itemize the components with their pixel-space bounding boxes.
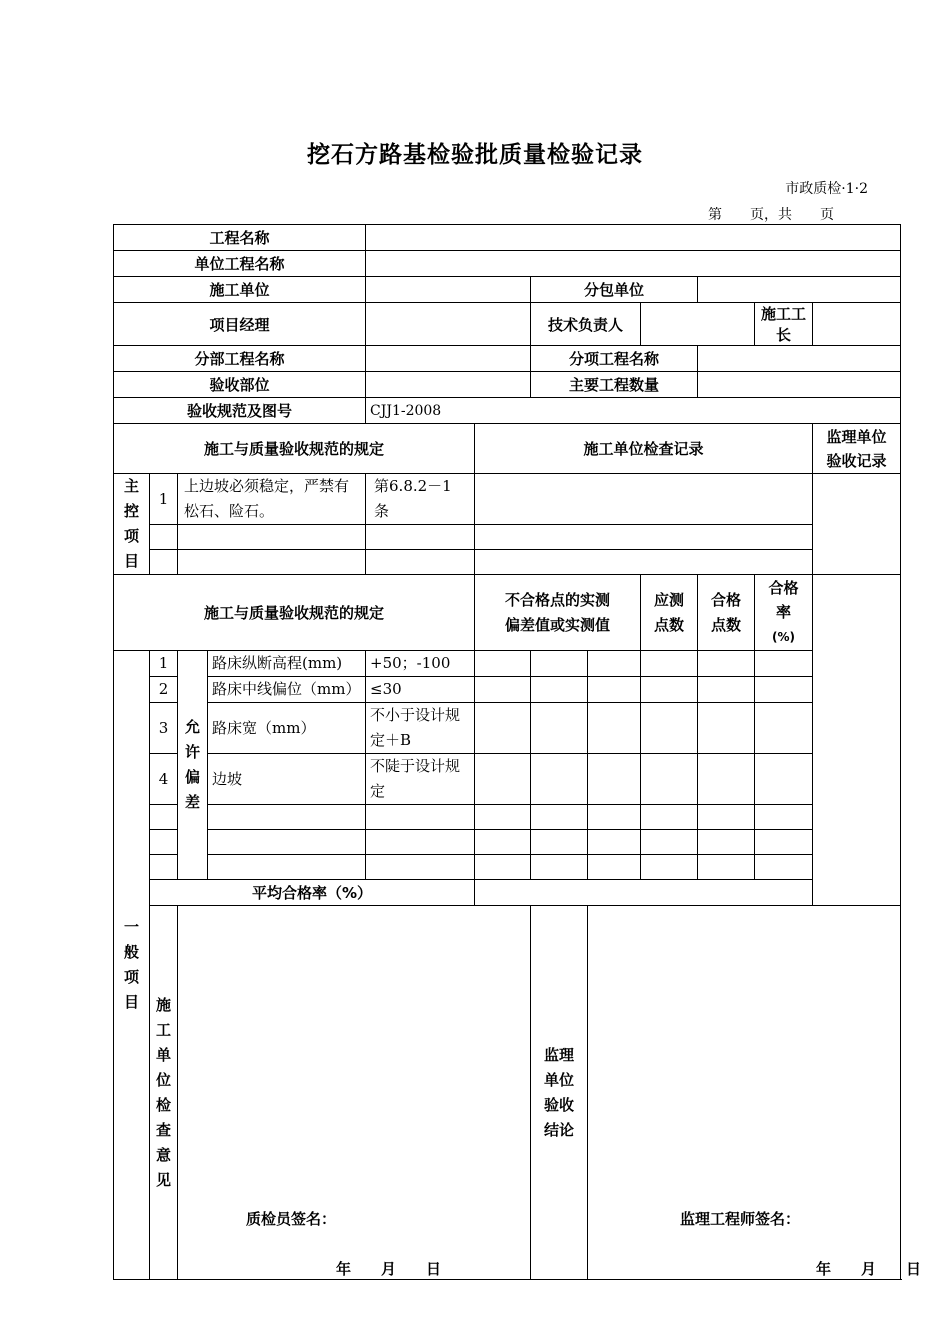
pass-rate-cell[interactable]: [755, 830, 813, 855]
main-item-no: 1: [150, 474, 178, 525]
general-item-name: 路床宽（mm）: [208, 703, 366, 754]
form-code: 市政质检·1·2: [785, 181, 868, 197]
pass-rate-cell[interactable]: [755, 805, 813, 830]
main-empty-no: [150, 550, 178, 575]
deviation-cell[interactable]: [588, 830, 641, 855]
deviation-cell[interactable]: [588, 855, 641, 880]
division-name-field[interactable]: [366, 346, 531, 372]
general-empty-name: [208, 805, 366, 830]
foreman-label: 施工工长: [755, 303, 813, 346]
general-item-value: +50；-100: [366, 651, 475, 677]
main-control-label: 主 控 项 目: [114, 474, 150, 575]
should-measure-header: 应测 点数: [641, 575, 698, 651]
acceptance-part-field[interactable]: [366, 372, 531, 398]
general-empty-value: [366, 805, 475, 830]
general-item-name: 路床纵断高程(mm): [208, 651, 366, 677]
average-pass-rate-label: 平均合格率（%）: [150, 880, 475, 906]
pass-rate-cell[interactable]: [755, 754, 813, 805]
general-empty-name: [208, 830, 366, 855]
project-manager-field[interactable]: [366, 303, 531, 346]
main-check-header: 施工单位检查记录: [475, 424, 813, 474]
pass-points-cell[interactable]: [698, 830, 755, 855]
main-item-ref: 第6.8.2－1条: [366, 474, 475, 525]
general-supervisor-field[interactable]: [813, 575, 901, 906]
main-spec-header: 施工与质量验收规范的规定: [114, 424, 475, 474]
deviation-cell[interactable]: [588, 805, 641, 830]
main-empty-no: [150, 525, 178, 550]
general-item-name: 路床中线偏位（mm）: [208, 677, 366, 703]
main-empty-check[interactable]: [475, 550, 813, 575]
should-measure-cell[interactable]: [641, 703, 698, 754]
subcontractor-label: 分包单位: [531, 277, 698, 303]
deviation-header: 不合格点的实测 偏差值或实测值: [475, 575, 641, 651]
general-empty-no: [150, 830, 178, 855]
deviation-cell[interactable]: [475, 855, 531, 880]
pass-rate-cell[interactable]: [755, 703, 813, 754]
main-empty-text: [178, 525, 366, 550]
project-manager-label: 项目经理: [114, 303, 366, 346]
contractor-label: 施工单位: [114, 277, 366, 303]
pass-points-cell[interactable]: [698, 855, 755, 880]
unit-project-name-label: 单位工程名称: [114, 251, 366, 277]
deviation-cell[interactable]: [588, 677, 641, 703]
general-item-no: 1: [150, 651, 178, 677]
tech-lead-label: 技术负责人: [531, 303, 641, 346]
main-empty-ref: [366, 525, 475, 550]
acceptance-part-label: 验收部位: [114, 372, 366, 398]
should-measure-cell[interactable]: [641, 855, 698, 880]
should-measure-cell[interactable]: [641, 651, 698, 677]
contractor-opinion-field[interactable]: [178, 906, 531, 1280]
main-empty-ref: [366, 550, 475, 575]
deviation-cell[interactable]: [531, 805, 588, 830]
general-item-no: 2: [150, 677, 178, 703]
main-quantity-label: 主要工程数量: [531, 372, 698, 398]
inspector-signature-label: 质检员签名：: [246, 1210, 337, 1228]
main-quantity-field[interactable]: [698, 372, 901, 398]
deviation-cell[interactable]: [531, 754, 588, 805]
deviation-cell[interactable]: [475, 754, 531, 805]
pass-points-cell[interactable]: [698, 754, 755, 805]
project-name-field[interactable]: [366, 225, 901, 251]
pass-points-cell[interactable]: [698, 805, 755, 830]
deviation-cell[interactable]: [475, 703, 531, 754]
contractor-opinion-label: 施工 单位 检查 意见: [150, 906, 178, 1280]
general-empty-no: [150, 855, 178, 880]
division-name-label: 分部工程名称: [114, 346, 366, 372]
deviation-cell[interactable]: [588, 651, 641, 677]
page-number: 第 页，共 页: [708, 207, 834, 223]
main-item-text: 上边坡必须稳定，严禁有松石、险石。: [178, 474, 366, 525]
pass-rate-cell[interactable]: [755, 651, 813, 677]
deviation-cell[interactable]: [531, 830, 588, 855]
document-title: 挖石方路基检验批质量检验记录: [307, 142, 643, 168]
tech-lead-field[interactable]: [641, 303, 755, 346]
deviation-cell[interactable]: [531, 677, 588, 703]
spec-label: 验收规范及图号: [114, 398, 366, 424]
pass-rate-cell[interactable]: [755, 677, 813, 703]
general-item-no: 3: [150, 703, 178, 754]
contractor-date: 年 月 日: [336, 1260, 442, 1278]
pass-points-header: 合格 点数: [698, 575, 755, 651]
general-empty-value: [366, 830, 475, 855]
deviation-cell[interactable]: [475, 651, 531, 677]
supervisor-conclusion-label: 监理 单位 验收 结论: [531, 906, 588, 1280]
pass-rate-cell[interactable]: [755, 855, 813, 880]
pass-points-cell[interactable]: [698, 677, 755, 703]
main-empty-text: [178, 550, 366, 575]
should-measure-cell[interactable]: [641, 677, 698, 703]
deviation-cell[interactable]: [475, 830, 531, 855]
general-empty-no: [150, 805, 178, 830]
project-name-label: 工程名称: [114, 225, 366, 251]
pass-points-cell[interactable]: [698, 651, 755, 677]
foreman-field[interactable]: [813, 303, 901, 346]
general-items-label: 一 般 项 目: [114, 651, 150, 1280]
deviation-cell[interactable]: [531, 855, 588, 880]
general-item-value: 不陡于设计规定: [366, 754, 475, 805]
should-measure-cell[interactable]: [641, 830, 698, 855]
deviation-cell[interactable]: [531, 651, 588, 677]
general-item-no: 4: [150, 754, 178, 805]
average-pass-rate-field[interactable]: [475, 880, 813, 906]
inspection-form-table: [113, 224, 922, 1280]
pass-rate-header: 合格 率 (%): [755, 575, 813, 651]
supervisor-signature-label: 监理工程师签名：: [680, 1210, 801, 1228]
deviation-cell[interactable]: [588, 754, 641, 805]
general-empty-value: [366, 855, 475, 880]
subitem-name-field[interactable]: [698, 346, 901, 372]
contractor-field[interactable]: [366, 277, 531, 303]
general-empty-name: [208, 855, 366, 880]
supervisor-record-header: 监理单位 验收记录: [813, 424, 901, 474]
supervisor-date: 年 月 日: [816, 1260, 922, 1278]
supervisor-conclusion-field[interactable]: [588, 906, 922, 1280]
deviation-cell[interactable]: [588, 703, 641, 754]
spec-value: CJJ1-2008: [366, 398, 901, 424]
unit-project-name-field[interactable]: [366, 251, 901, 277]
main-item-check-field[interactable]: [475, 474, 813, 525]
subcontractor-field[interactable]: [698, 277, 901, 303]
general-item-value: 不小于设计规定＋B: [366, 703, 475, 754]
general-spec-header: 施工与质量验收规范的规定: [114, 575, 475, 651]
allowable-deviation-label: 允 许 偏 差: [178, 651, 208, 880]
subitem-name-label: 分项工程名称: [531, 346, 698, 372]
main-empty-check[interactable]: [475, 525, 813, 550]
pass-points-cell[interactable]: [698, 703, 755, 754]
main-supervisor-field[interactable]: [813, 474, 901, 575]
general-item-name: 边坡: [208, 754, 366, 805]
general-item-value: ≤30: [366, 677, 475, 703]
deviation-cell[interactable]: [531, 703, 588, 754]
deviation-cell[interactable]: [475, 805, 531, 830]
should-measure-cell[interactable]: [641, 805, 698, 830]
should-measure-cell[interactable]: [641, 754, 698, 805]
deviation-cell[interactable]: [475, 677, 531, 703]
